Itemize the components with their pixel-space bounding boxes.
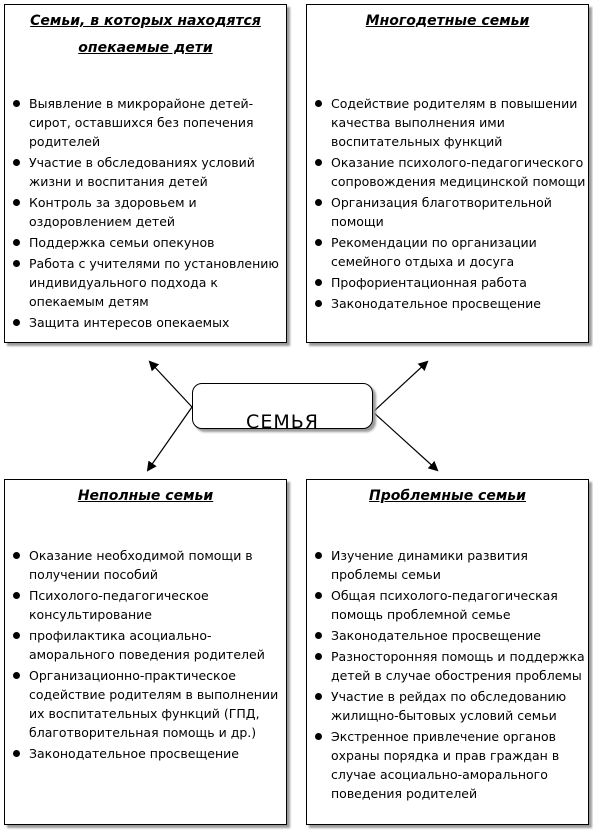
box-title: Неполные семьи [77, 488, 214, 504]
item-text: Законодательное просвещение [331, 628, 541, 643]
bullet-icon [13, 632, 20, 639]
bullet-icon [13, 199, 20, 206]
arrow-to-top-left [150, 362, 192, 407]
list-item [307, 647, 588, 685]
bullet-icon [13, 750, 20, 757]
item-text: Разносторонняя помощь и поддержка детей в случае обострения проблемы [331, 649, 585, 683]
list-item [5, 744, 286, 763]
item-text: Поддержка семьи опекунов [29, 235, 215, 250]
item-list [5, 94, 286, 332]
bullet-icon [315, 693, 322, 700]
bullet-icon [13, 239, 20, 246]
item-text: Защита интересов опекаемых [29, 315, 230, 330]
box-title: Проблемные семьи [369, 488, 526, 504]
list-item [307, 626, 588, 645]
item-text: Профориентационная работа [331, 275, 527, 290]
box-title: Многодетные семьи [365, 13, 530, 29]
item-text: Экстренное привлечение органов охраны порядка и прав граждан в случае асоциально-аморального поведения родителей [331, 729, 560, 801]
box-large-families [306, 4, 589, 343]
list-item [307, 727, 588, 803]
bullet-icon [315, 552, 322, 559]
bullet-icon [13, 100, 20, 107]
bullet-icon [315, 592, 322, 599]
item-text: Изучение динамики развития проблемы семьи [331, 548, 528, 582]
list-item [5, 626, 286, 664]
bullet-icon [13, 159, 20, 166]
bullet-icon [13, 319, 20, 326]
list-item [307, 273, 588, 292]
center-node-family [192, 383, 373, 429]
box-title: Семьи, в которых находятся опекаемые дети [30, 13, 261, 56]
bullet-icon [315, 733, 322, 740]
arrow-to-top-right [373, 362, 427, 412]
list-item [307, 294, 588, 313]
item-text: Участие в обследованиях условий жизни и воспитания детей [29, 155, 255, 189]
bullet-icon [315, 279, 322, 286]
item-text: Участие в рейдах по обследованию жилищно-бытовых условий семьи [331, 689, 567, 723]
item-text: Рекомендации по организации семейного отдыха и досуга [331, 235, 537, 269]
box-problem-families [306, 479, 589, 825]
list-item [307, 193, 588, 231]
arrow-to-bottom-left [148, 407, 192, 470]
center-label: СЕМЬЯ [246, 411, 319, 429]
bullet-icon [13, 592, 20, 599]
list-item [307, 687, 588, 725]
list-item [307, 94, 588, 151]
item-text: Содействие родителям в повышении качества выполнения ими воспитательных функций [331, 96, 578, 149]
box-foster-families [4, 4, 287, 343]
list-item [307, 586, 588, 624]
item-text: Работа с учителями по установлению индивидуального подхода к опекаемым детям [29, 256, 279, 309]
list-item [307, 546, 588, 584]
arrow-to-bottom-right [373, 412, 437, 470]
list-item [5, 586, 286, 624]
item-text: Общая психолого-педагогическая помощь проблемной семье [331, 588, 558, 622]
item-text: Оказание психолого-педагогического сопровождения медицинской помощи [331, 155, 586, 189]
list-item [5, 666, 286, 742]
list-item [5, 193, 286, 231]
item-text: Законодательное просвещение [331, 296, 541, 311]
bullet-icon [315, 159, 322, 166]
bullet-icon [13, 672, 20, 679]
bullet-icon [315, 300, 322, 307]
list-item [307, 233, 588, 271]
list-item [5, 153, 286, 191]
item-text: Организация благотворительной помощи [331, 195, 552, 229]
bullet-icon [315, 239, 322, 246]
bullet-icon [13, 552, 20, 559]
item-text: Контроль за здоровьем и оздоровлением детей [29, 195, 197, 229]
item-list [5, 546, 286, 763]
list-item [5, 313, 286, 332]
item-text: профилактика асоциально-аморального поведения родителей [29, 628, 265, 662]
bullet-icon [13, 260, 20, 267]
bullet-icon [315, 632, 322, 639]
item-list [307, 546, 588, 803]
list-item [5, 94, 286, 151]
item-text: Выявление в микрорайоне детей-сирот, оставшихся без попечения родителей [29, 96, 254, 149]
list-item [5, 254, 286, 311]
list-item [5, 233, 286, 252]
item-text: Организационно-практическое содействие родителям в выполнении их воспитательных функций (ГПД, благотворительная помощь и др.) [29, 668, 279, 740]
bullet-icon [315, 199, 322, 206]
list-item [5, 546, 286, 584]
item-text: Законодательное просвещение [29, 746, 239, 761]
bullet-icon [315, 100, 322, 107]
item-text: Оказание необходимой помощи в получении пособий [29, 548, 253, 582]
item-text: Психолого-педагогическое консультирование [29, 588, 209, 622]
bullet-icon [315, 653, 322, 660]
list-item [307, 153, 588, 191]
box-single-parent-families [4, 479, 287, 825]
item-list [307, 94, 588, 313]
